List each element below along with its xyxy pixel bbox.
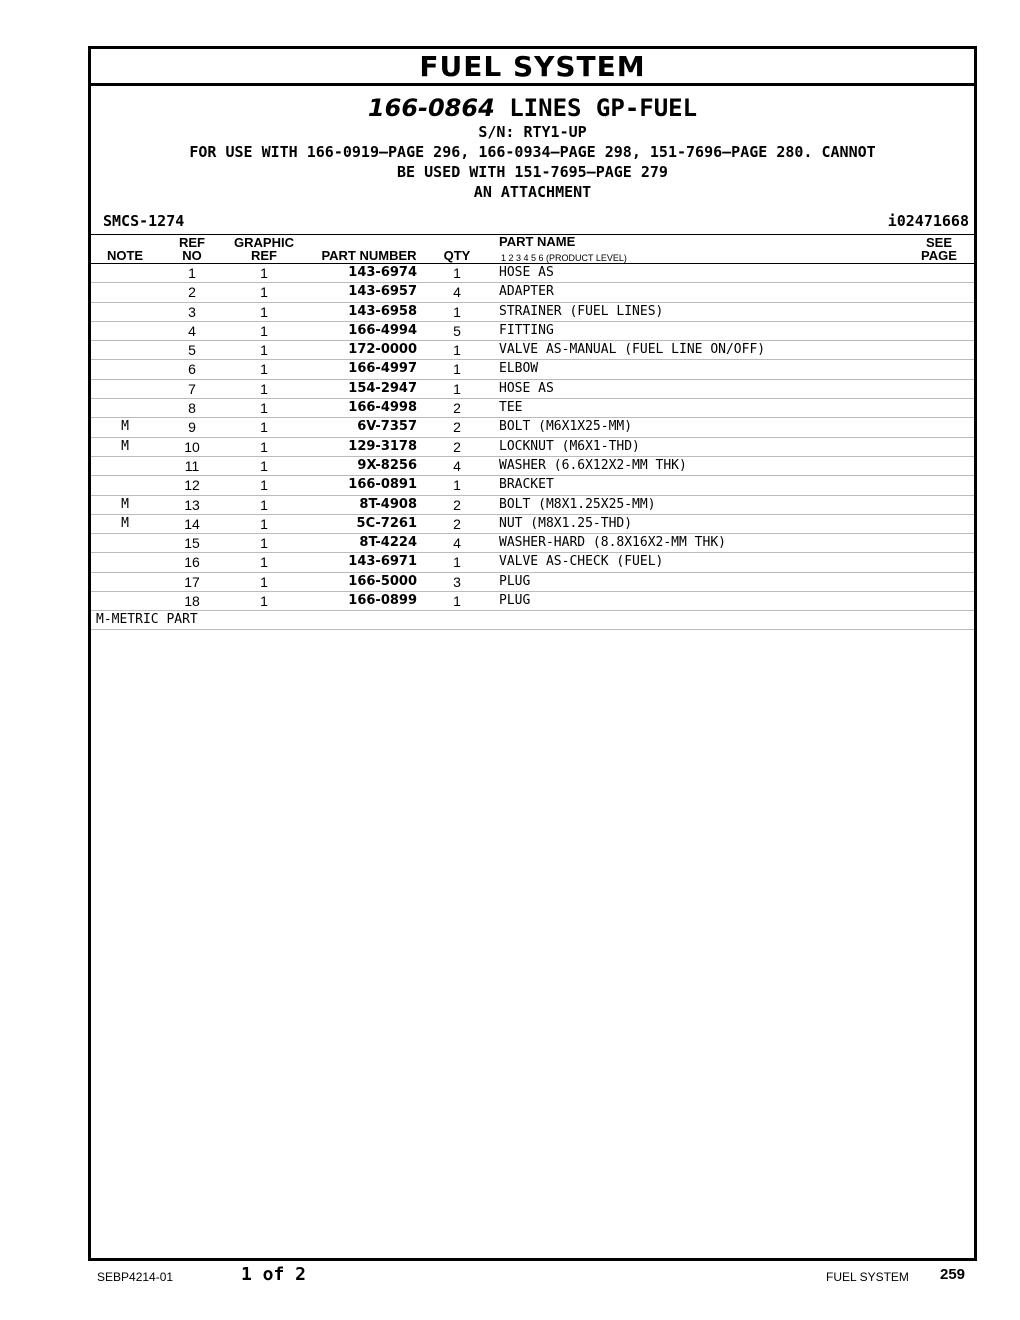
graphic-ref-cell: 1 [260, 573, 268, 590]
ref-no-cell: 10 [184, 438, 200, 455]
table-row [91, 264, 974, 283]
qty-cell: 4 [453, 535, 461, 552]
graphic-ref-cell: 1 [260, 380, 268, 397]
usage-line-3: AN ATTACHMENT [473, 183, 592, 201]
graphic-ref-cell: 1 [260, 496, 268, 513]
part-name-cell: NUT (M8X1.25-THD) [499, 515, 633, 531]
table-row [91, 476, 974, 495]
graphic-ref-cell: 1 [260, 477, 268, 494]
note-cell: M [121, 496, 129, 512]
part-number-cell: 5C-7261 [356, 515, 417, 531]
graphic-ref-cell: 1 [260, 457, 268, 474]
page-footer [0, 1262, 1020, 1292]
part-name-cell: BRACKET [499, 477, 554, 493]
qty-cell: 1 [453, 342, 461, 359]
graphic-ref-cell: 1 [260, 303, 268, 320]
col-graphic-bottom: REF [251, 248, 277, 263]
part-number-cell: 9X-8256 [357, 457, 417, 473]
page-of: 1 of 2 [241, 1264, 307, 1285]
qty-cell: 1 [453, 361, 461, 378]
graphic-ref-cell: 1 [260, 593, 268, 610]
col-see-top: SEE [925, 235, 952, 250]
ref-no-cell: 17 [184, 573, 200, 590]
part-number-cell: 143-6974 [348, 265, 417, 280]
graphic-ref-cell: 1 [260, 419, 268, 436]
part-name-cell: WASHER-HARD (8.8X16X2-MM THK) [499, 535, 726, 551]
table-row [91, 360, 974, 379]
footer-section: FUEL SYSTEM [826, 1270, 909, 1284]
col-qty: QTY [443, 248, 471, 263]
table-row [91, 303, 974, 322]
group-title [91, 94, 974, 122]
graphic-ref-cell: 1 [260, 284, 268, 301]
part-number-cell: 143-6957 [348, 284, 417, 300]
part-number-cell: 129-3178 [348, 438, 417, 454]
section-title: FUEL SYSTEM [419, 49, 646, 83]
qty-cell: 2 [453, 400, 461, 417]
table-row [91, 496, 974, 515]
note-cell: M [121, 515, 129, 531]
note-legend: M-METRIC PART [96, 612, 198, 628]
part-number-cell: 154-2947 [348, 380, 417, 396]
note-legend-row [91, 611, 974, 630]
part-name-cell: PLUG [499, 573, 531, 589]
part-name-cell: LOCKNUT (M6X1-THD) [499, 438, 640, 454]
ref-no-cell: 14 [184, 515, 200, 532]
qty-cell: 3 [453, 573, 461, 590]
graphic-ref-cell: 1 [260, 342, 268, 359]
table-row [91, 418, 974, 437]
graphic-ref-cell: 1 [260, 265, 268, 281]
part-name-cell: FITTING [499, 322, 554, 338]
qty-cell: 2 [453, 515, 461, 532]
part-number-cell: 6V-7357 [357, 419, 417, 435]
part-name-cell: WASHER (6.6X12X2-MM THK) [499, 457, 687, 473]
ref-no-cell: 9 [188, 419, 196, 436]
table-row [91, 457, 974, 476]
ref-no-cell: 18 [184, 593, 200, 610]
table-row [91, 380, 974, 399]
parts-page-frame [88, 46, 977, 1261]
col-ref-top: REF [179, 235, 205, 250]
ref-no-cell: 4 [188, 322, 196, 339]
note-cell: M [121, 438, 129, 454]
graphic-ref-cell: 1 [260, 535, 268, 552]
column-header [91, 234, 974, 264]
qty-cell: 1 [453, 303, 461, 320]
part-number-cell: 166-0899 [348, 593, 417, 609]
col-graphic-top: GRAPHIC [234, 235, 294, 250]
section-title-bar [91, 49, 974, 86]
part-name-cell: PLUG [499, 593, 531, 609]
graphic-ref-cell: 1 [260, 361, 268, 378]
part-number-cell: 8T-4224 [359, 535, 417, 551]
table-row [91, 573, 974, 592]
ref-no-cell: 6 [188, 361, 196, 378]
part-name-cell: ELBOW [499, 361, 539, 377]
qty-cell: 1 [453, 380, 461, 397]
part-number-cell: 166-4998 [348, 400, 417, 416]
ref-no-cell: 5 [188, 342, 196, 359]
ref-no-cell: 8 [188, 400, 196, 417]
table-row [91, 322, 974, 341]
part-name-cell: HOSE AS [499, 265, 554, 280]
ref-no-cell: 13 [184, 496, 200, 513]
table-row [91, 399, 974, 418]
qty-cell: 4 [453, 284, 461, 301]
group-number: 166-0864 [367, 94, 495, 122]
part-name-cell: ADAPTER [499, 284, 554, 300]
graphic-ref-cell: 1 [260, 515, 268, 532]
part-number-cell: 143-6958 [348, 303, 417, 319]
part-name-cell: HOSE AS [499, 380, 554, 396]
smcs-code: SMCS-1274 [103, 212, 185, 230]
ref-no-cell: 7 [188, 380, 196, 397]
ref-no-cell: 1 [188, 265, 196, 281]
doc-number: SEBP4214-01 [97, 1270, 174, 1284]
part-name-cell: STRAINER (FUEL LINES) [499, 303, 664, 319]
ref-no-cell: 3 [188, 303, 196, 320]
qty-cell: 2 [453, 496, 461, 513]
note-cell: M [121, 419, 129, 435]
part-number-cell: 166-4997 [348, 361, 417, 377]
col-note: NOTE [106, 248, 144, 263]
serial-number: S/N: RTY1-UP [478, 123, 587, 141]
group-heading [91, 94, 974, 122]
part-name-cell: BOLT (M8X1.25X25-MM) [499, 496, 656, 512]
qty-cell: 1 [453, 554, 461, 571]
ref-no-cell: 11 [184, 457, 200, 474]
part-number-cell: 166-0891 [348, 477, 417, 493]
qty-cell: 4 [453, 457, 461, 474]
usage-line-2: BE USED WITH 151-7695—PAGE 279 [397, 163, 668, 181]
part-number-cell: 143-6971 [348, 554, 417, 570]
table-row [91, 515, 974, 534]
table-row [91, 534, 974, 553]
table-row [91, 592, 974, 611]
part-number-cell: 8T-4908 [359, 496, 417, 512]
table-row [91, 553, 974, 572]
qty-cell: 1 [453, 477, 461, 494]
graphic-ref-cell: 1 [260, 322, 268, 339]
part-number-cell: 166-4994 [348, 322, 417, 338]
graphic-ref-cell: 1 [260, 554, 268, 571]
page-number: 259 [940, 1266, 966, 1283]
qty-cell: 2 [453, 438, 461, 455]
group-name: LINES GP-FUEL [509, 94, 698, 122]
part-name-cell: VALVE AS-MANUAL (FUEL LINE ON/OFF) [499, 342, 766, 358]
part-number-cell: 172-0000 [348, 342, 417, 358]
col-part-name: PART NAME [499, 234, 576, 249]
ref-no-cell: 16 [184, 554, 200, 571]
col-see-bottom: PAGE [921, 248, 957, 263]
col-part-number: PART NUMBER [321, 248, 417, 263]
part-name-cell: BOLT (M6X1X25-MM) [499, 419, 633, 435]
ref-no-cell: 15 [184, 535, 200, 552]
qty-cell: 2 [453, 419, 461, 436]
illustration-id: i02471668 [887, 212, 969, 230]
graphic-ref-cell: 1 [260, 438, 268, 455]
usage-line-1: FOR USE WITH 166-0919—PAGE 296, 166-0934—PAGE 298, 151-7696—PAGE 280. CANNOT [189, 143, 876, 161]
table-row [91, 438, 974, 457]
qty-cell: 1 [453, 265, 461, 281]
qty-cell: 5 [453, 322, 461, 339]
part-name-cell: VALVE AS-CHECK (FUEL) [499, 554, 664, 570]
table-row [91, 283, 974, 302]
table-row [91, 341, 974, 360]
part-number-cell: 166-5000 [348, 573, 417, 589]
ref-no-cell: 2 [188, 284, 196, 301]
qty-cell: 1 [453, 593, 461, 610]
graphic-ref-cell: 1 [260, 400, 268, 417]
parts-list [91, 264, 974, 611]
part-name-cell: TEE [499, 400, 523, 416]
col-product-levels: 1 2 3 4 5 6 (PRODUCT LEVEL) [501, 253, 627, 263]
smcs-row [91, 208, 974, 230]
ref-no-cell: 12 [184, 477, 200, 494]
col-ref-bottom: NO [182, 248, 202, 263]
